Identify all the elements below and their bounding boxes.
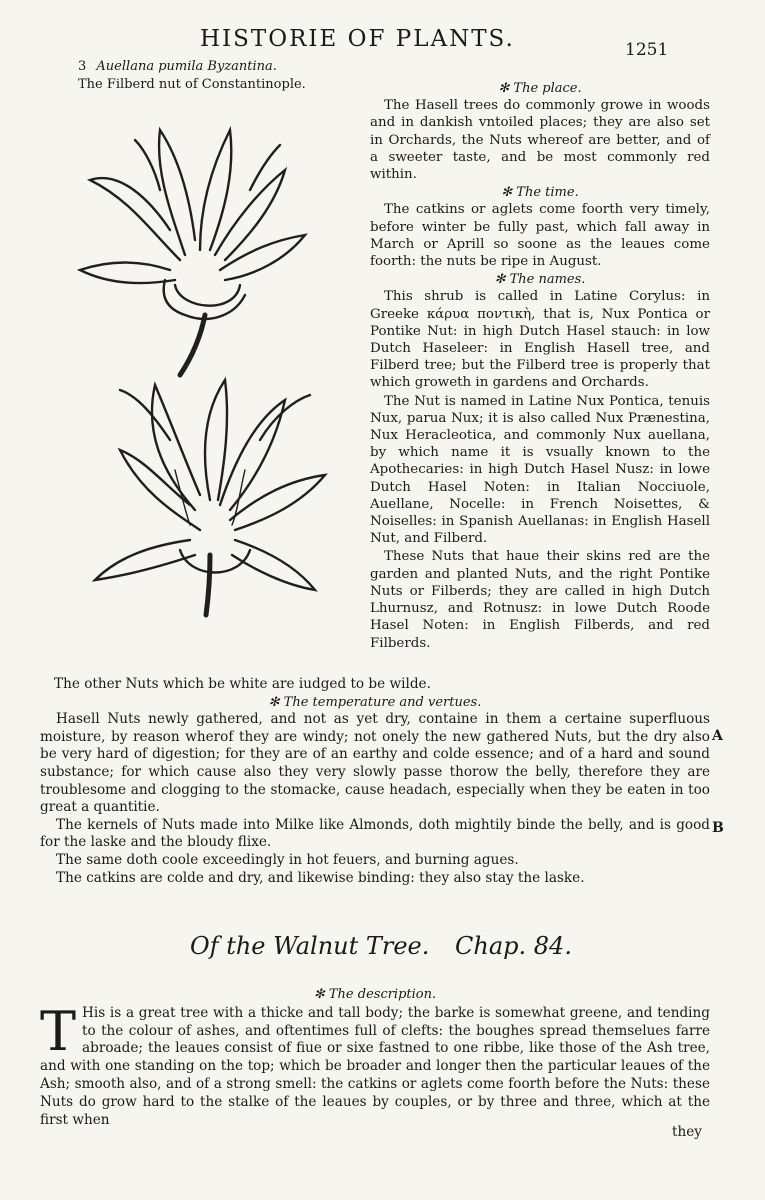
marginal-letter-a: A	[712, 728, 723, 744]
place-heading: ✻ The place.	[498, 81, 582, 96]
temperature-heading: ✻ The temperature and vertues.	[268, 694, 482, 710]
temperature-paragraph-4: The catkins are colde and dry, and likewise binding: they also stay the laske.	[56, 869, 585, 886]
chapter-number: Chap. 84.	[455, 932, 572, 960]
temperature-paragraph-2: The kernels of Nuts made into Milke like Almonds, doth mightily binde the belly, and is good for the laske and the bloudy flixe.	[40, 816, 710, 851]
drop-cap: T	[40, 999, 77, 1063]
chapter-title: Of the Walnut Tree.	[190, 932, 430, 960]
running-header: HISTORIE OF PLANTS.	[200, 26, 515, 52]
right-column	[370, 80, 710, 653]
description-heading: ✻ The description.	[313, 987, 437, 1002]
place-text: The Hasell trees do commonly growe in woods and in dankish vntoiled places; they are also set in Orchards, the Nuts whereof are better, and of a sweeter taste, and be most commonly red within.	[370, 98, 710, 183]
page-number: 1251	[625, 40, 669, 60]
figure-number: 3	[78, 59, 87, 74]
names-paragraph-1: This shrub is called in Latine Corylus: in Greeke κάρυα ποντικὴ, that is, Nux Pontica or Pontike Nut: in high Dutch Hasel stauch: in low Dutch Haseleer: in English Hasell tree, and Filberd tree; but the Filberd tree is properly that which groweth in gardens and Orchards.	[370, 289, 710, 391]
marginal-letter-b: B	[712, 820, 724, 836]
names-paragraph-3: These Nuts that haue their skins red are the garden and planted Nuts, and the right Pontike Nuts or Filberds; they are called in high Dutch Lhurnusz, and Rotnusz: in lowe Dutch Roode Hasel Noten: in English Filberds, and red Filberds.	[370, 549, 710, 651]
temperature-paragraph-1: Hasell Nuts newly gathered, and not as yet dry, containe in them a certaine superfluous moisture, by reason wherof they are windy; not onely the new gathered Nuts, but the dry also be very hard of digestion; for they are of an earthy and colde essence; and of a hard and sound substance; for which cause also they very slowly passe thorow the belly, therefore they are troublesome and clogging to the stomacke, cause headach, especially when they be eaten in too great a quantitie.	[40, 711, 710, 816]
filberd-nut-woodcut	[60, 110, 360, 630]
temperature-paragraph-3: The same doth coole exceedingly in hot feuers, and burning agues.	[56, 851, 519, 868]
names-paragraph-4: The other Nuts which be white are iudged to be wilde.	[54, 676, 431, 692]
figure-latin-name: Auellana pumila Byzantina.	[96, 59, 277, 74]
description-section	[40, 986, 710, 1129]
temperature-section	[40, 676, 710, 887]
description-text: His is a great tree with a thicke and tall body; the barke is somewhat greene, and tending to the colour of ashes, and oftentimes full of clefts: the boughes spread themselues farre abroade; the leaues consist of fiue or sixe fastned to one ribbe, like those of the Ash tree, and with one standing on the top; which be broader and longer then the particular leaues of the Ash; smooth also, and of a strong smell: the catkins or aglets come foorth before the Nuts: these Nuts do grow hard to the stalke of the leaues by couples, or by three and three, which at the first when	[40, 1004, 710, 1128]
chapter-heading	[190, 932, 572, 960]
names-heading: ✻ The names.	[494, 272, 586, 288]
catchword: they	[672, 1124, 702, 1140]
time-text: The catkins or aglets come foorth very timely, before winter be fully past, which fall away in March or Aprill so soone as the leaues come foorth: the nuts be ripe in August.	[370, 202, 710, 270]
figure-caption	[78, 58, 306, 94]
figure-english-name: The Filberd nut of Constantinople.	[78, 77, 306, 92]
time-heading: ✻ The time.	[501, 185, 579, 201]
names-paragraph-2: The Nut is named in Latine Nux Pontica, tenuis Nux, parua Nux; it is also called Nux Prænestina, Nux Heracleotica, and commonly Nux auellana, by which name it is vsually known to the Apothecaries: in high Dutch Hasel Nusz: in lowe Dutch Hasel Noten: in Italian Nocciuole, Auellane, Nocelle: in French Noisettes, & Noiselles: in Spanish Auellanas: in English Hasell Nut, and Filberd.	[370, 393, 710, 547]
